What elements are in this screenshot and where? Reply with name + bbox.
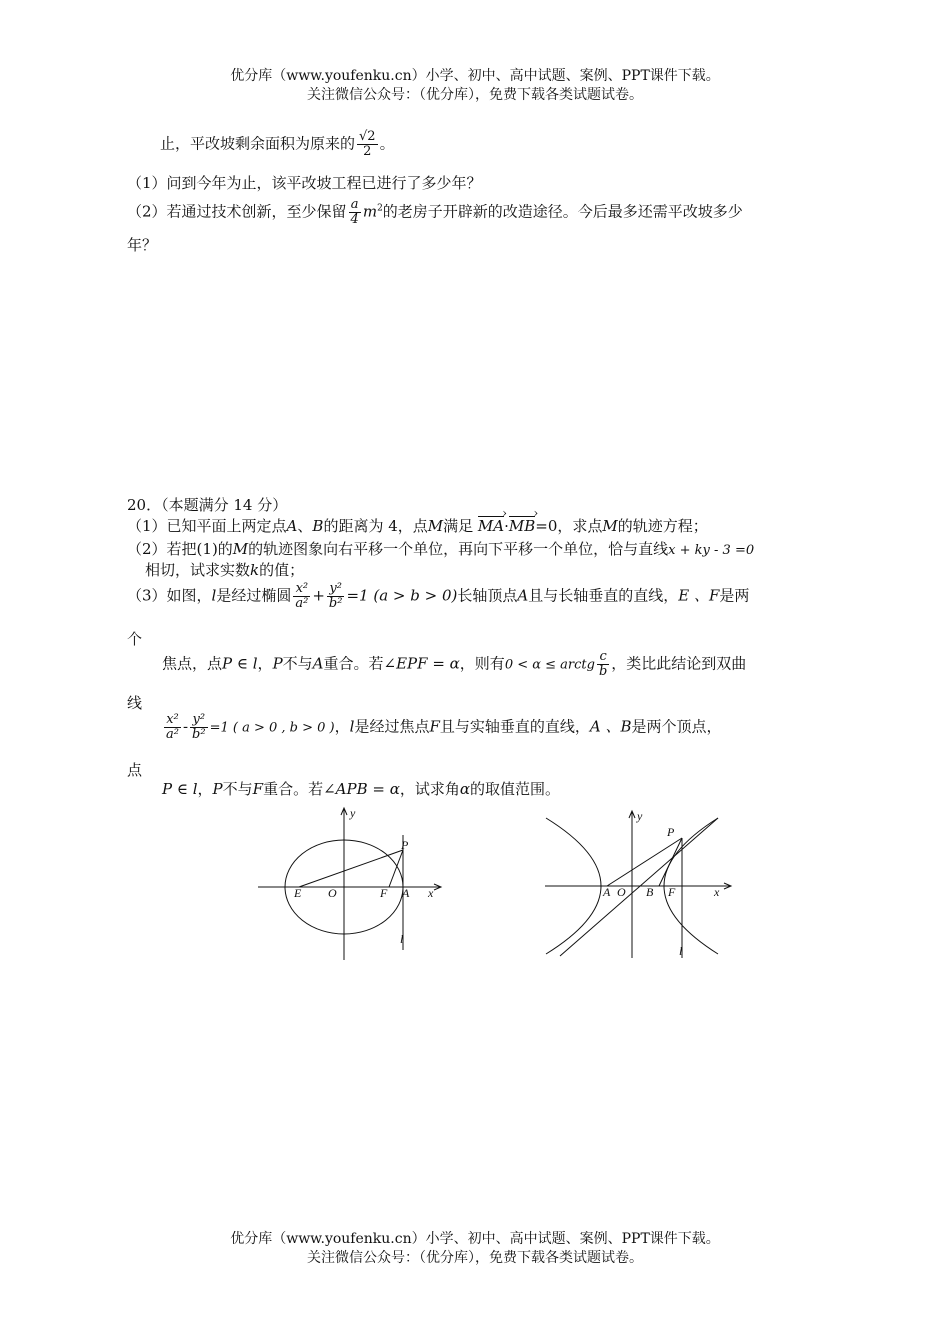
- label-O: O: [617, 885, 626, 899]
- segment-FP: [389, 850, 403, 887]
- label-E: E: [294, 886, 302, 900]
- label-B: B: [646, 885, 654, 899]
- q20-part3-line2: 个: [127, 630, 143, 648]
- q20-hyperbola-line2: 点: [127, 761, 143, 779]
- q19-part1: （1）问到今年为止，该平改坡工程已进行了多少年？: [127, 174, 482, 192]
- header-line-1: 优分库（www.youfenku.cn）小学、初中、高中试题、案例、PPT课件下载。: [230, 68, 720, 84]
- label-O: O: [328, 886, 337, 900]
- q20-part3-line1: （3）如图，l是经过椭圆 $\frac{\text{x²}}{\text{a²}}$ + $\frac{\text{y²}}{\text{b²}}$ =1 (a > b > 0)长轴顶点A且与长轴垂直的直线，E 、F是两: [127, 581, 750, 611]
- label-F: F: [380, 886, 388, 900]
- hyperbola-figure: [540, 808, 740, 960]
- footer-line-2: 关注微信公众号：（优分库），免费下载各类试题试卷。: [307, 1250, 643, 1266]
- header-line-2: 关注微信公众号：（优分库），免费下载各类试题试卷。: [307, 87, 643, 103]
- label-F: F: [668, 885, 676, 899]
- label-P: P: [401, 838, 409, 852]
- label-y: y: [350, 806, 356, 820]
- q20-part2-line2: 相切，试求实数k的值；: [145, 561, 305, 579]
- label-l: l: [679, 944, 683, 958]
- q19-part2-end: 年？: [127, 236, 158, 254]
- label-x: x: [428, 886, 434, 900]
- vector-MB: MB ›: [509, 517, 535, 535]
- label-x: x: [714, 885, 720, 899]
- vector-MA: MA ›: [478, 517, 504, 535]
- q20-hyperbola-line: $\frac{\text{x²}}{\text{a²}}$ - $\frac{\text{y²}}{\text{b²}}$ =1 ( a > 0 , b > 0 )，l是经过焦点F且与实轴垂直的直线，A 、B是两个顶点，: [166, 712, 722, 742]
- label-y: y: [637, 809, 643, 823]
- q20-part3-line4: 线: [127, 694, 143, 712]
- q19-continuation: 止，平改坡剩余面积为原来的 $\frac{√2}{2}$ 。: [160, 129, 395, 159]
- q20-part1: （1）已知平面上两定点A、B的距离为 4，点M满足 MA ›·MB ›=0，求点M的轨迹方程；: [127, 515, 708, 536]
- label-A: A: [603, 885, 611, 899]
- q20-part2: （2）若把(1)的M的轨迹图象向右平移一个单位，再向下平移一个单位，恰与直线x + ky - 3 =0: [127, 540, 755, 558]
- q20-part3-line3: 焦点，点P ∈ l，P不与A重合。若∠EPF = α，则有0 < α ≤ arctg $\frac{c}{b}$ ，类比此结论到双曲: [162, 649, 747, 679]
- q19-part2: （2）若通过技术创新，至少保留 $\frac{a}{4}$ $m^2$的老房子开辟新的改造途径。今后最多还需平改坡多少: [127, 197, 743, 227]
- ellipse-figure: [250, 805, 450, 965]
- label-A: A: [402, 886, 410, 900]
- q20-title: 20．（本题满分 14 分）: [127, 496, 288, 514]
- segment-EP: [299, 850, 403, 887]
- sqrt2-over-2: $\frac{√2}{2}$: [359, 129, 376, 159]
- asymptote: [560, 818, 718, 956]
- q20-final-line: P ∈ l，P不与F重合。若∠APB = α，试求角α的取值范围。: [162, 780, 561, 798]
- label-P: P: [667, 825, 675, 839]
- label-l: l: [400, 932, 404, 946]
- footer-line-1: 优分库（www.youfenku.cn）小学、初中、高中试题、案例、PPT课件下载。: [230, 1231, 720, 1247]
